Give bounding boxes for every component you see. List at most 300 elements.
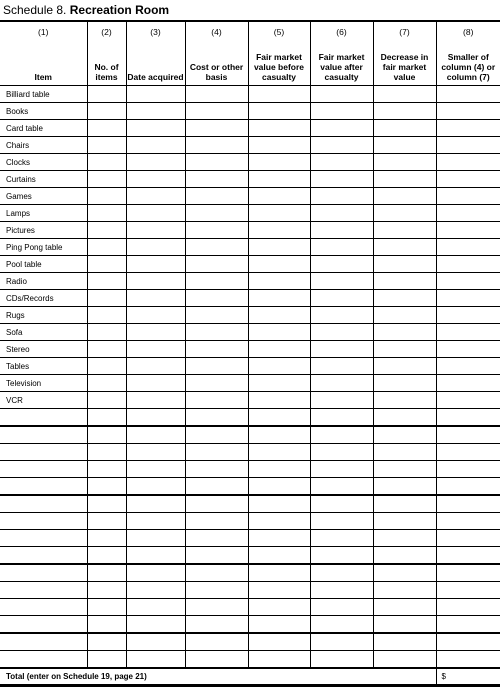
fmv-before-cell[interactable] <box>248 478 310 496</box>
date-cell[interactable] <box>126 651 185 669</box>
table-row <box>0 495 500 513</box>
smaller-cell[interactable] <box>436 154 500 171</box>
decrease-cell[interactable] <box>373 358 436 375</box>
item-name-cell[interactable] <box>0 409 87 427</box>
fmv-after-cell[interactable] <box>310 307 373 324</box>
count-cell[interactable] <box>87 341 126 358</box>
smaller-cell[interactable] <box>436 171 500 188</box>
date-cell[interactable] <box>126 239 185 256</box>
item-name-cell[interactable] <box>0 478 87 496</box>
date-cell[interactable] <box>126 137 185 154</box>
item-name-cell[interactable] <box>0 564 87 582</box>
decrease-cell[interactable] <box>373 564 436 582</box>
date-cell[interactable] <box>126 307 185 324</box>
count-cell[interactable] <box>87 392 126 409</box>
cost-cell[interactable] <box>185 137 248 154</box>
fmv-before-cell[interactable] <box>248 547 310 565</box>
cost-cell[interactable] <box>185 86 248 103</box>
fmv-before-cell[interactable] <box>248 154 310 171</box>
col-header-fmv-after: (6) Fair market value after casualty <box>310 21 373 86</box>
smaller-cell[interactable] <box>436 564 500 582</box>
fmv-after-cell[interactable] <box>310 651 373 669</box>
date-cell[interactable] <box>126 86 185 103</box>
date-cell[interactable] <box>126 599 185 616</box>
date-cell[interactable] <box>126 324 185 341</box>
count-cell[interactable] <box>87 222 126 239</box>
fmv-before-cell[interactable] <box>248 256 310 273</box>
cost-cell[interactable] <box>185 154 248 171</box>
count-cell[interactable] <box>87 154 126 171</box>
col-header-cost-basis: (4) Cost or other basis <box>185 21 248 86</box>
date-cell[interactable] <box>126 171 185 188</box>
cost-cell[interactable] <box>185 205 248 222</box>
date-cell[interactable] <box>126 478 185 496</box>
table-row <box>0 307 500 324</box>
fmv-before-cell[interactable] <box>248 120 310 137</box>
cost-cell[interactable] <box>185 582 248 599</box>
count-cell[interactable] <box>87 290 126 307</box>
fmv-before-cell[interactable] <box>248 205 310 222</box>
count-cell[interactable] <box>87 256 126 273</box>
table-row <box>0 461 500 478</box>
smaller-cell[interactable] <box>436 222 500 239</box>
fmv-after-cell[interactable] <box>310 154 373 171</box>
schedule-name: Recreation Room <box>69 3 170 17</box>
smaller-cell[interactable] <box>436 409 500 427</box>
cost-cell[interactable] <box>185 375 248 392</box>
smaller-cell[interactable] <box>436 599 500 616</box>
cost-cell[interactable] <box>185 409 248 427</box>
fmv-after-cell[interactable] <box>310 120 373 137</box>
count-cell[interactable] <box>87 426 126 444</box>
cost-cell[interactable] <box>185 616 248 634</box>
decrease-cell[interactable] <box>373 222 436 239</box>
table-row <box>0 341 500 358</box>
decrease-cell[interactable] <box>373 547 436 565</box>
fmv-after-cell[interactable] <box>310 616 373 634</box>
smaller-cell[interactable] <box>436 582 500 599</box>
decrease-cell[interactable] <box>373 375 436 392</box>
fmv-after-cell[interactable] <box>310 273 373 290</box>
fmv-after-cell[interactable] <box>310 290 373 307</box>
count-cell[interactable] <box>87 409 126 427</box>
table-row <box>0 239 500 256</box>
table-row <box>0 633 500 651</box>
decrease-cell[interactable] <box>373 103 436 120</box>
fmv-after-cell[interactable] <box>310 409 373 427</box>
table-row <box>0 409 500 427</box>
decrease-cell[interactable] <box>373 239 436 256</box>
decrease-cell[interactable] <box>373 616 436 634</box>
fmv-before-cell[interactable] <box>248 86 310 103</box>
cost-cell[interactable] <box>185 530 248 547</box>
decrease-cell[interactable] <box>373 651 436 669</box>
date-cell[interactable] <box>126 461 185 478</box>
date-cell[interactable] <box>126 154 185 171</box>
count-cell[interactable] <box>87 171 126 188</box>
decrease-cell[interactable] <box>373 444 436 461</box>
smaller-cell[interactable] <box>436 256 500 273</box>
fmv-after-cell[interactable] <box>310 239 373 256</box>
fmv-before-cell[interactable] <box>248 426 310 444</box>
date-cell[interactable] <box>126 358 185 375</box>
cost-cell[interactable] <box>185 222 248 239</box>
date-cell[interactable] <box>126 582 185 599</box>
cost-cell[interactable] <box>185 290 248 307</box>
fmv-before-cell[interactable] <box>248 290 310 307</box>
fmv-before-cell[interactable] <box>248 409 310 427</box>
date-cell[interactable] <box>126 222 185 239</box>
smaller-cell[interactable] <box>436 633 500 651</box>
count-cell[interactable] <box>87 137 126 154</box>
decrease-cell[interactable] <box>373 307 436 324</box>
smaller-cell[interactable] <box>436 375 500 392</box>
smaller-cell[interactable] <box>436 290 500 307</box>
smaller-cell[interactable] <box>436 392 500 409</box>
cost-cell[interactable] <box>185 392 248 409</box>
date-cell[interactable] <box>126 290 185 307</box>
fmv-before-cell[interactable] <box>248 358 310 375</box>
cost-cell[interactable] <box>185 239 248 256</box>
cost-cell[interactable] <box>185 513 248 530</box>
fmv-after-cell[interactable] <box>310 633 373 651</box>
count-cell[interactable] <box>87 599 126 616</box>
cost-cell[interactable] <box>185 188 248 205</box>
count-cell[interactable] <box>87 547 126 565</box>
fmv-after-cell[interactable] <box>310 171 373 188</box>
fmv-before-cell[interactable] <box>248 513 310 530</box>
table-row <box>0 564 500 582</box>
count-cell[interactable] <box>87 564 126 582</box>
cost-cell[interactable] <box>185 358 248 375</box>
date-cell[interactable] <box>126 547 185 565</box>
count-cell[interactable] <box>87 120 126 137</box>
count-cell[interactable] <box>87 103 126 120</box>
smaller-cell[interactable] <box>436 324 500 341</box>
smaller-cell[interactable] <box>436 444 500 461</box>
fmv-before-cell[interactable] <box>248 461 310 478</box>
cost-cell[interactable] <box>185 599 248 616</box>
item-name-cell: Curtains <box>0 171 87 188</box>
fmv-before-cell[interactable] <box>248 273 310 290</box>
table-row <box>0 171 500 188</box>
count-cell[interactable] <box>87 651 126 669</box>
decrease-cell[interactable] <box>373 273 436 290</box>
decrease-cell[interactable] <box>373 290 436 307</box>
date-cell[interactable] <box>126 188 185 205</box>
table-row <box>0 530 500 547</box>
fmv-after-cell[interactable] <box>310 86 373 103</box>
fmv-before-cell[interactable] <box>248 599 310 616</box>
fmv-after-cell[interactable] <box>310 188 373 205</box>
item-name-cell[interactable] <box>0 547 87 565</box>
fmv-after-cell[interactable] <box>310 324 373 341</box>
cost-cell[interactable] <box>185 444 248 461</box>
item-name-cell[interactable] <box>0 426 87 444</box>
cost-cell[interactable] <box>185 171 248 188</box>
fmv-before-cell[interactable] <box>248 239 310 256</box>
fmv-before-cell[interactable] <box>248 392 310 409</box>
table-row <box>0 375 500 392</box>
fmv-after-cell[interactable] <box>310 495 373 513</box>
cost-cell[interactable] <box>185 120 248 137</box>
date-cell[interactable] <box>126 392 185 409</box>
fmv-before-cell[interactable] <box>248 103 310 120</box>
fmv-after-cell[interactable] <box>310 513 373 530</box>
fmv-before-cell[interactable] <box>248 375 310 392</box>
count-cell[interactable] <box>87 616 126 634</box>
col-header-date-acquired: (3) Date acquired <box>126 21 185 86</box>
item-name-cell[interactable] <box>0 651 87 669</box>
total-label: Total (enter on Schedule 19, page 21) <box>0 668 436 686</box>
item-name-cell[interactable] <box>0 582 87 599</box>
count-cell[interactable] <box>87 633 126 651</box>
count-cell[interactable] <box>87 444 126 461</box>
col-header-fmv-before: (5) Fair market value before casualty <box>248 21 310 86</box>
fmv-after-cell[interactable] <box>310 599 373 616</box>
decrease-cell[interactable] <box>373 599 436 616</box>
count-cell[interactable] <box>87 461 126 478</box>
smaller-cell[interactable] <box>436 103 500 120</box>
count-cell[interactable] <box>87 495 126 513</box>
fmv-after-cell[interactable] <box>310 103 373 120</box>
item-name-cell: Pool table <box>0 256 87 273</box>
fmv-after-cell[interactable] <box>310 478 373 496</box>
decrease-cell[interactable] <box>373 120 436 137</box>
smaller-cell[interactable] <box>436 120 500 137</box>
fmv-after-cell[interactable] <box>310 530 373 547</box>
item-name-cell[interactable] <box>0 495 87 513</box>
count-cell[interactable] <box>87 478 126 496</box>
cost-cell[interactable] <box>185 547 248 565</box>
smaller-cell[interactable] <box>436 547 500 565</box>
cost-cell[interactable] <box>185 307 248 324</box>
smaller-cell[interactable] <box>436 651 500 669</box>
date-cell[interactable] <box>126 120 185 137</box>
cost-cell[interactable] <box>185 324 248 341</box>
table-row <box>0 188 500 205</box>
fmv-after-cell[interactable] <box>310 256 373 273</box>
date-cell[interactable] <box>126 530 185 547</box>
fmv-before-cell[interactable] <box>248 444 310 461</box>
decrease-cell[interactable] <box>373 137 436 154</box>
decrease-cell[interactable] <box>373 461 436 478</box>
item-name-cell: Radio <box>0 273 87 290</box>
cost-cell[interactable] <box>185 495 248 513</box>
count-cell[interactable] <box>87 86 126 103</box>
fmv-before-cell[interactable] <box>248 633 310 651</box>
cost-cell[interactable] <box>185 341 248 358</box>
smaller-cell[interactable] <box>436 205 500 222</box>
count-cell[interactable] <box>87 582 126 599</box>
smaller-cell[interactable] <box>436 188 500 205</box>
fmv-after-cell[interactable] <box>310 461 373 478</box>
smaller-cell[interactable] <box>436 426 500 444</box>
fmv-before-cell[interactable] <box>248 137 310 154</box>
fmv-before-cell[interactable] <box>248 616 310 634</box>
fmv-after-cell[interactable] <box>310 205 373 222</box>
decrease-cell[interactable] <box>373 582 436 599</box>
date-cell[interactable] <box>126 375 185 392</box>
count-cell[interactable] <box>87 188 126 205</box>
item-name-cell: Lamps <box>0 205 87 222</box>
item-name-cell[interactable] <box>0 513 87 530</box>
decrease-cell[interactable] <box>373 426 436 444</box>
cost-cell[interactable] <box>185 478 248 496</box>
smaller-cell[interactable] <box>436 495 500 513</box>
smaller-cell[interactable] <box>436 616 500 634</box>
fmv-before-cell[interactable] <box>248 324 310 341</box>
fmv-after-cell[interactable] <box>310 358 373 375</box>
table-row <box>0 582 500 599</box>
fmv-before-cell[interactable] <box>248 307 310 324</box>
smaller-cell[interactable] <box>436 273 500 290</box>
count-cell[interactable] <box>87 530 126 547</box>
col-header-no-of-items: (2) No. of items <box>87 21 126 86</box>
cost-cell[interactable] <box>185 103 248 120</box>
fmv-before-cell[interactable] <box>248 171 310 188</box>
decrease-cell[interactable] <box>373 171 436 188</box>
smaller-cell[interactable] <box>436 530 500 547</box>
item-name-cell[interactable] <box>0 530 87 547</box>
smaller-cell[interactable] <box>436 137 500 154</box>
item-name-cell: Games <box>0 188 87 205</box>
date-cell[interactable] <box>126 513 185 530</box>
smaller-cell[interactable] <box>436 239 500 256</box>
cost-cell[interactable] <box>185 256 248 273</box>
table-row <box>0 444 500 461</box>
header-row <box>0 21 500 86</box>
table-row <box>0 478 500 496</box>
decrease-cell[interactable] <box>373 633 436 651</box>
date-cell[interactable] <box>126 616 185 634</box>
date-cell[interactable] <box>126 495 185 513</box>
cost-cell[interactable] <box>185 651 248 669</box>
fmv-after-cell[interactable] <box>310 547 373 565</box>
table-row <box>0 86 500 103</box>
fmv-before-cell[interactable] <box>248 222 310 239</box>
decrease-cell[interactable] <box>373 86 436 103</box>
table-row <box>0 547 500 565</box>
smaller-cell[interactable] <box>436 358 500 375</box>
count-cell[interactable] <box>87 358 126 375</box>
decrease-cell[interactable] <box>373 513 436 530</box>
decrease-cell[interactable] <box>373 478 436 496</box>
fmv-before-cell[interactable] <box>248 530 310 547</box>
fmv-after-cell[interactable] <box>310 582 373 599</box>
decrease-cell[interactable] <box>373 205 436 222</box>
date-cell[interactable] <box>126 205 185 222</box>
item-name-cell[interactable] <box>0 461 87 478</box>
col-header-decrease-fmv: (7) Decrease in fair market value <box>373 21 436 86</box>
cost-cell[interactable] <box>185 633 248 651</box>
fmv-after-cell[interactable] <box>310 444 373 461</box>
decrease-cell[interactable] <box>373 409 436 427</box>
count-cell[interactable] <box>87 307 126 324</box>
smaller-cell[interactable] <box>436 86 500 103</box>
item-name-cell[interactable] <box>0 616 87 634</box>
decrease-cell[interactable] <box>373 188 436 205</box>
count-cell[interactable] <box>87 239 126 256</box>
schedule-label: Schedule 8. <box>3 3 67 17</box>
date-cell[interactable] <box>126 341 185 358</box>
decrease-cell[interactable] <box>373 154 436 171</box>
item-name-cell[interactable] <box>0 599 87 616</box>
item-name-cell: Pictures <box>0 222 87 239</box>
smaller-cell[interactable] <box>436 461 500 478</box>
decrease-cell[interactable] <box>373 256 436 273</box>
fmv-before-cell[interactable] <box>248 188 310 205</box>
col-header-smaller-of: (8) Smaller of column (4) or column (7) <box>436 21 500 86</box>
table-row <box>0 392 500 409</box>
fmv-before-cell[interactable] <box>248 341 310 358</box>
decrease-cell[interactable] <box>373 495 436 513</box>
smaller-cell[interactable] <box>436 341 500 358</box>
table-row <box>0 358 500 375</box>
decrease-cell[interactable] <box>373 530 436 547</box>
fmv-after-cell[interactable] <box>310 375 373 392</box>
table-row <box>0 120 500 137</box>
smaller-cell[interactable] <box>436 307 500 324</box>
decrease-cell[interactable] <box>373 341 436 358</box>
count-cell[interactable] <box>87 513 126 530</box>
date-cell[interactable] <box>126 256 185 273</box>
fmv-before-cell[interactable] <box>248 495 310 513</box>
date-cell[interactable] <box>126 633 185 651</box>
schedule-title <box>3 3 169 17</box>
date-cell[interactable] <box>126 426 185 444</box>
fmv-after-cell[interactable] <box>310 564 373 582</box>
fmv-before-cell[interactable] <box>248 651 310 669</box>
table-row <box>0 256 500 273</box>
date-cell[interactable] <box>126 103 185 120</box>
item-name-cell: CDs/Records <box>0 290 87 307</box>
cost-cell[interactable] <box>185 461 248 478</box>
cost-cell[interactable] <box>185 273 248 290</box>
recreation-room-table <box>0 20 500 687</box>
smaller-cell[interactable] <box>436 513 500 530</box>
fmv-after-cell[interactable] <box>310 426 373 444</box>
table-row <box>0 290 500 307</box>
item-name-cell[interactable] <box>0 444 87 461</box>
item-name-cell[interactable] <box>0 633 87 651</box>
count-cell[interactable] <box>87 324 126 341</box>
date-cell[interactable] <box>126 273 185 290</box>
smaller-cell[interactable] <box>436 478 500 496</box>
fmv-after-cell[interactable] <box>310 137 373 154</box>
cost-cell[interactable] <box>185 564 248 582</box>
item-name-cell: Chairs <box>0 137 87 154</box>
item-name-cell: VCR <box>0 392 87 409</box>
fmv-after-cell[interactable] <box>310 222 373 239</box>
fmv-after-cell[interactable] <box>310 341 373 358</box>
count-cell[interactable] <box>87 205 126 222</box>
fmv-before-cell[interactable] <box>248 582 310 599</box>
decrease-cell[interactable] <box>373 392 436 409</box>
decrease-cell[interactable] <box>373 324 436 341</box>
cost-cell[interactable] <box>185 426 248 444</box>
fmv-after-cell[interactable] <box>310 392 373 409</box>
count-cell[interactable] <box>87 273 126 290</box>
total-amount-cell[interactable]: $ <box>436 668 500 686</box>
item-name-cell: Books <box>0 103 87 120</box>
fmv-before-cell[interactable] <box>248 564 310 582</box>
count-cell[interactable] <box>87 375 126 392</box>
table-row <box>0 651 500 669</box>
date-cell[interactable] <box>126 564 185 582</box>
date-cell[interactable] <box>126 444 185 461</box>
date-cell[interactable] <box>126 409 185 427</box>
